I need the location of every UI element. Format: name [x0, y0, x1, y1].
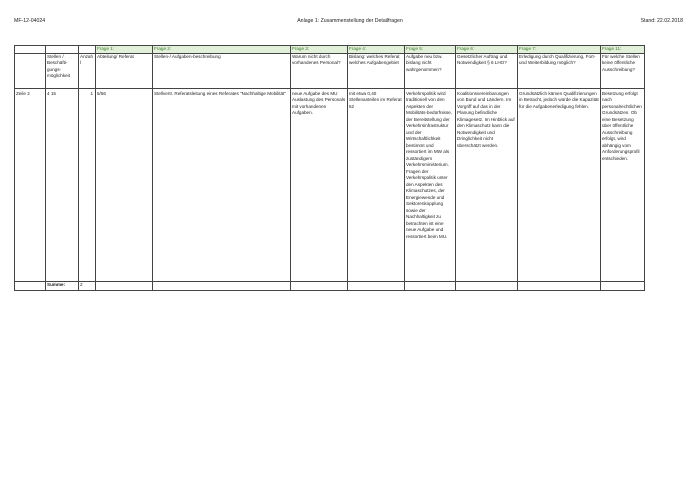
header-cell: Aufgabe neu bzw. bislang nicht wahrgenommen?	[405, 53, 456, 88]
question-cell: Frage 1:	[96, 46, 153, 54]
table-row	[15, 88, 645, 281]
data-cell: mit etwa 0,40 Stellenanteilen im Referat 52	[348, 88, 405, 281]
data-cell: 5/56	[96, 88, 153, 281]
data-cell: Verkehrspolitik wird traditionell von den Aspekten der Mobilitäts-bedürfnisse, der Bereitstellung der Verkehrsinfrastruktur und der Wirtschaftlichkeit bestimmt und ressortiert im MW als zuständigem Verkehrsministerium. Fragen der Verkehrspolitik unter den Aspekten des Klimaschutzes, der Energiewende und Sektorenkopplung sowie der Nachhaltigkeit zu betrachten ist eine neue Aufgabe und ressortiert beim MU.	[405, 88, 456, 281]
summary-label: Summe:	[46, 281, 79, 290]
summary-total: 2	[79, 281, 96, 290]
summary-cell	[153, 281, 291, 290]
data-cell: neue Aufgabe des MU Auslastung des Personals mit vorhandenen Aufgaben.	[291, 88, 348, 281]
detail-questions-table	[14, 45, 645, 291]
summary-cell	[348, 281, 405, 290]
data-cell: Besetzung erfolgt nach personalrechtlichen Grundsätzen. Ob eine Besetzung über öffentliche Ausschreibung erfolgt, wird abhängig vom Anforderungsprofil entschieden.	[601, 88, 645, 281]
document-reference: MF-12-04024	[14, 18, 46, 24]
question-cell: Frage 3:	[291, 46, 348, 54]
summary-cell	[96, 281, 153, 290]
header-cell: Gesetzlicher Auftrag und Notwendigkeit § 6 LHO?	[456, 53, 518, 88]
summary-row	[15, 281, 645, 290]
question-cell: Frage 5:	[405, 46, 456, 54]
data-cell: 4 15	[46, 88, 79, 281]
question-cell: Frage 2:	[153, 46, 291, 54]
question-cell: Frage 7:	[518, 46, 601, 54]
data-cell: Koalitionsvereinbarungen von Bund und Ländern. Im Vorgriff auf das in der Planung befindliche Klimagesetz. Im Hinblick auf den Klimaschutz kann die Notwendigkeit und Dringlichkeit nicht überschätzt werden.	[456, 88, 518, 281]
data-cell: 1	[79, 88, 96, 281]
document-date: Stand: 22.02.2018	[640, 18, 683, 24]
data-cell: Stellvertr. Referatsleitung eines Referates "Nachhaltige Mobilität"	[153, 88, 291, 281]
question-cell: Frage 4:	[348, 46, 405, 54]
header-cell: Warum nicht durch vorhandenes Personal?	[291, 53, 348, 88]
question-cell	[15, 46, 46, 54]
header-cell: Stellen / Beschäfti-gungs-möglichkeit	[46, 53, 79, 88]
question-cell	[79, 46, 96, 54]
question-cell	[46, 46, 79, 54]
header-cell: Bislang: welches Referat welches Aufgabengebiet	[348, 53, 405, 88]
header-cell: Für welche Stellen keine öffentliche Ausschreibung?	[601, 53, 645, 88]
question-cell: Frage 11:	[601, 46, 645, 54]
summary-cell	[15, 281, 46, 290]
header-cell	[15, 53, 46, 88]
summary-cell	[456, 281, 518, 290]
column-header-row	[15, 53, 645, 88]
question-cell: Frage 6:	[456, 46, 518, 54]
header-cell: Abteilung/ Referat	[96, 53, 153, 88]
document-title: Anlage 1: Zusammenstellung der Detailfragen	[297, 18, 403, 24]
header-cell: Stellen-/ Aufgaben-beschreibung	[153, 53, 291, 88]
summary-cell	[601, 281, 645, 290]
summary-cell	[405, 281, 456, 290]
question-number-row	[15, 46, 645, 54]
row-label-cell: Zeile 2	[15, 88, 46, 281]
header-cell: Erledigung durch Qualifizierung, Fort- und Weiterbildung möglich?	[518, 53, 601, 88]
summary-cell	[291, 281, 348, 290]
summary-cell	[518, 281, 601, 290]
data-cell: Grundsätzlich kämen Qualifizierungen in Betracht, jedoch würde die Kapazität für die Aufgabenerledigung fehlen.	[518, 88, 601, 281]
header-cell: Anzahl	[79, 53, 96, 88]
